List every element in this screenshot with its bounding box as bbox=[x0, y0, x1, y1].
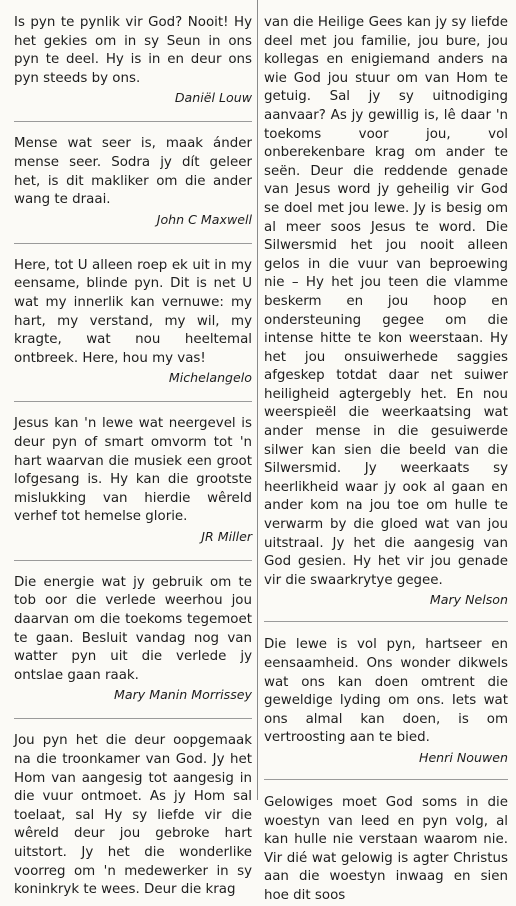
quote-text: Jou pyn het die deur oopgemaak na die troonkamer van God. Jy het Hom van aangesig tot aangesig in die vuur ontmoet. As jy Hom sal toelaat, sal Hy sy liefde vir die wêreld deur jou gebroke hart uitstort. Jy het die wonderlike voorreg om 'n medewerker in sy koninkryk te wees. Deur die krag bbox=[14, 733, 252, 898]
separator-line bbox=[14, 718, 252, 719]
quote-text: Die energie wat jy gebruik om te tob oor die verlede weerhou jou daarvan om die toekoms tegemoet te gaan. Besluit vandag nog van watter pyn uit die verlede jy ontslae gaan raak. bbox=[14, 574, 252, 683]
left-column bbox=[14, 14, 252, 900]
separator-line bbox=[14, 243, 252, 244]
quote-text: Mense wat seer is, maak ánder mense seer. Sodra jy dít geleer het, is dit makliker om die ander wang te draai. bbox=[14, 136, 252, 208]
quote-author: Daniël Louw bbox=[174, 90, 252, 106]
separator-line bbox=[264, 621, 508, 622]
quote-text: Here, tot U alleen roep ek uit in my eensame, blinde pyn. Dit is net U wat my innerlik kan vernuwe: my hart, my verstand, my wil, my kragte, wat nou heeltemal ontbreek. Here, hou my vas! bbox=[14, 257, 252, 366]
separator-line bbox=[14, 560, 252, 561]
quote-text: Die lewe is vol pyn, hartseer en eensaamheid. Ons wonder dikwels wat ons kan doen omtrent die geweldige lyding om ons. Iets wat ons almal kan doen, is om vertroosting aan te bied. bbox=[264, 637, 508, 746]
quote-text: Jesus kan 'n lewe wat neergevel is deur pyn of smart omvorm tot 'n hart waarvan die musiek een groot lofgesang is. Hy kan die grootste mislukking van hierdie wêreld verhef tot hemelse glorie. bbox=[14, 416, 252, 525]
separator-line bbox=[264, 779, 508, 780]
quote-author: John C Maxwell bbox=[156, 211, 252, 227]
quote-text: van die Heilige Gees kan jy sy liefde deel met jou familie, jou bure, jou kollegas en enigiemand anders na wie God jou stuur om van Hom te getuig. Sal jy sy uitnodiging aanvaar? As jy gewillig is, lê daar 'n toekoms voor jou, vol onberekenbare krag om ander te seën. Deur die reddende genade van Jesus word jy geheilig vir God se doel met jou lewe. Jy is besig om al meer soos Jesus te word. Die Silwersmid het jou nooit alleen gelos in die vuur van beproewing nie – Hy het jou teen die vlamme beskerm en jou hoop en ondersteuning gegee om die intense hitte te kon weerstaan. Hy het jou onsuiwerhede saggies afgeskep totdat daar net suiwer heiligheid agtergebly het. En nou weerspieël die weerkaatsing wat ander mense in die gesuiwerde silwer kan sien die beeld van die Silwersmid. Jy weerkaats sy heerlikheid waar jy ook al gaan en ander kom na jou toe om hulle te verwarm by die gloed wat van jou uitstraal. Jy het die aangesig van God gesien. Hy het vir jou genade vir die swaarkrytye gegee. bbox=[264, 15, 508, 588]
quote-author: Mary Nelson bbox=[429, 592, 508, 608]
column-divider bbox=[257, 0, 258, 800]
separator-line bbox=[14, 121, 252, 122]
quote-text: Gelowiges moet God soms in die woestyn van leed en pyn volg, al kan hulle nie verstaan waarom nie. Vir dié wat gelowig is agter Christus aan die woestyn inwaag en sien hoe dit soos bbox=[264, 794, 508, 903]
quote-author: Henri Nouwen bbox=[418, 749, 508, 765]
right-column bbox=[264, 14, 508, 906]
quote-author: Mary Manin Morrissey bbox=[113, 687, 252, 703]
quote-author: JR Miller bbox=[201, 528, 252, 544]
separator-line bbox=[14, 401, 252, 402]
quote-author: Michelangelo bbox=[168, 370, 252, 386]
quote-text: Is pyn te pynlik vir God? Nooit! Hy het gekies om in sy Seun in ons pyn te deel. Hy is in en deur ons pyn steeds by ons. bbox=[14, 15, 252, 86]
